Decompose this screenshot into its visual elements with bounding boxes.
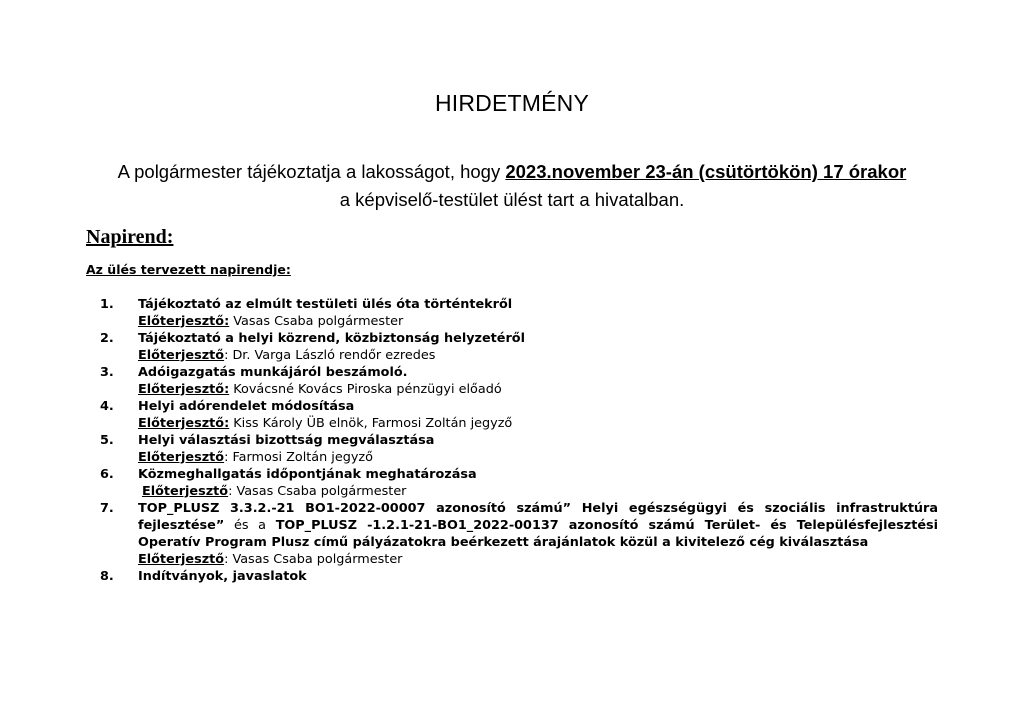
agenda-item-presenter	[138, 381, 938, 398]
agenda-item-title-part2: TOP_PLUSZ -1.2.1-21-BO1_2022-00137 azonosító számú Terület- és Településfejlesztési Operatív Program Plusz című pályázatokra beérkezett árajánlatok közül a kivitelező cég kiválasztása	[138, 518, 938, 550]
presenter-label: Előterjesztő:	[138, 382, 230, 397]
agenda-item-number: 2.	[100, 331, 114, 346]
document-title: HIRDETMÉNY	[434, 90, 590, 116]
agenda-item-6	[100, 466, 938, 500]
section-heading	[86, 226, 173, 249]
agenda-heading: Az ülés tervezett napirendje:	[86, 262, 291, 277]
agenda-item-8	[100, 568, 938, 585]
agenda-item-presenter	[138, 449, 938, 466]
agenda-item-1	[100, 296, 938, 330]
intro-paragraph	[0, 158, 1024, 214]
intro-date-time: 2023.november 23-án (csütörtökön) 17 órakor	[505, 161, 907, 182]
presenter-name: : Vasas Csaba polgármester	[228, 484, 407, 499]
agenda-item-title: Indítványok, javaslatok	[138, 569, 307, 584]
agenda-item-number: 1.	[100, 297, 114, 312]
presenter-name: Vasas Csaba polgármester	[229, 314, 404, 329]
presenter-label: Előterjesztő	[138, 348, 225, 363]
agenda-item-number: 8.	[100, 569, 114, 584]
section-heading-text: Napirend:	[86, 226, 174, 248]
agenda-item-5	[100, 432, 938, 466]
presenter-label: Előterjesztő:	[138, 314, 230, 329]
presenter-name: : Dr. Varga László rendőr ezredes	[224, 348, 436, 363]
agenda-item-title: Tájékoztató a helyi közrend, közbiztonság helyzetéről	[138, 331, 525, 346]
agenda-item-7	[100, 500, 938, 568]
agenda-item-number: 6.	[100, 467, 114, 482]
presenter-label: Előterjesztő	[142, 484, 229, 499]
agenda-item-4	[100, 398, 938, 432]
agenda-item-title	[138, 500, 938, 551]
agenda-item-number: 3.	[100, 365, 114, 380]
agenda-item-presenter	[138, 313, 938, 330]
agenda-list	[100, 296, 938, 585]
intro-text-before: A polgármester tájékoztatja a lakosságot, hogy	[117, 161, 506, 182]
agenda-item-number: 7.	[100, 501, 114, 516]
agenda-item-presenter	[138, 483, 938, 500]
agenda-item-presenter	[138, 415, 938, 432]
agenda-item-title: Tájékoztató az elmúlt testületi ülés óta történtekről	[138, 297, 513, 312]
agenda-item-title: Helyi választási bizottság megválasztása	[138, 433, 435, 448]
presenter-label: Előterjesztő	[138, 552, 225, 567]
intro-text-after: a képviselő-testület ülést tart a hivatalban.	[339, 189, 685, 210]
agenda-item-title-connector: és a	[224, 518, 276, 533]
agenda-item-2	[100, 330, 938, 364]
agenda-item-number: 5.	[100, 433, 114, 448]
agenda-item-title-part1: TOP_PLUSZ 3.3.2.-21 BO1-2022-00007 azonosító számú” Helyi egészségügyi és szociális infrastruktúra fejlesztése”	[138, 501, 938, 533]
agenda-item-title: Közmeghallgatás időpontjának meghatározása	[138, 467, 477, 482]
presenter-name: : Farmosi Zoltán jegyző	[224, 450, 373, 465]
agenda-item-title: Adóigazgatás munkájáról beszámoló.	[138, 365, 408, 380]
agenda-item-presenter	[138, 551, 938, 568]
agenda-item-3	[100, 364, 938, 398]
presenter-label: Előterjesztő:	[138, 416, 230, 431]
agenda-item-number: 4.	[100, 399, 114, 414]
agenda-item-title: Helyi adórendelet módosítása	[138, 399, 355, 414]
presenter-name: : Vasas Csaba polgármester	[224, 552, 403, 567]
agenda-item-presenter	[138, 347, 938, 364]
presenter-name: Kiss Károly ÜB elnök, Farmosi Zoltán jegyző	[229, 416, 513, 431]
presenter-label: Előterjesztő	[138, 450, 225, 465]
presenter-name: Kovácsné Kovács Piroska pénzügyi előadó	[229, 382, 502, 397]
